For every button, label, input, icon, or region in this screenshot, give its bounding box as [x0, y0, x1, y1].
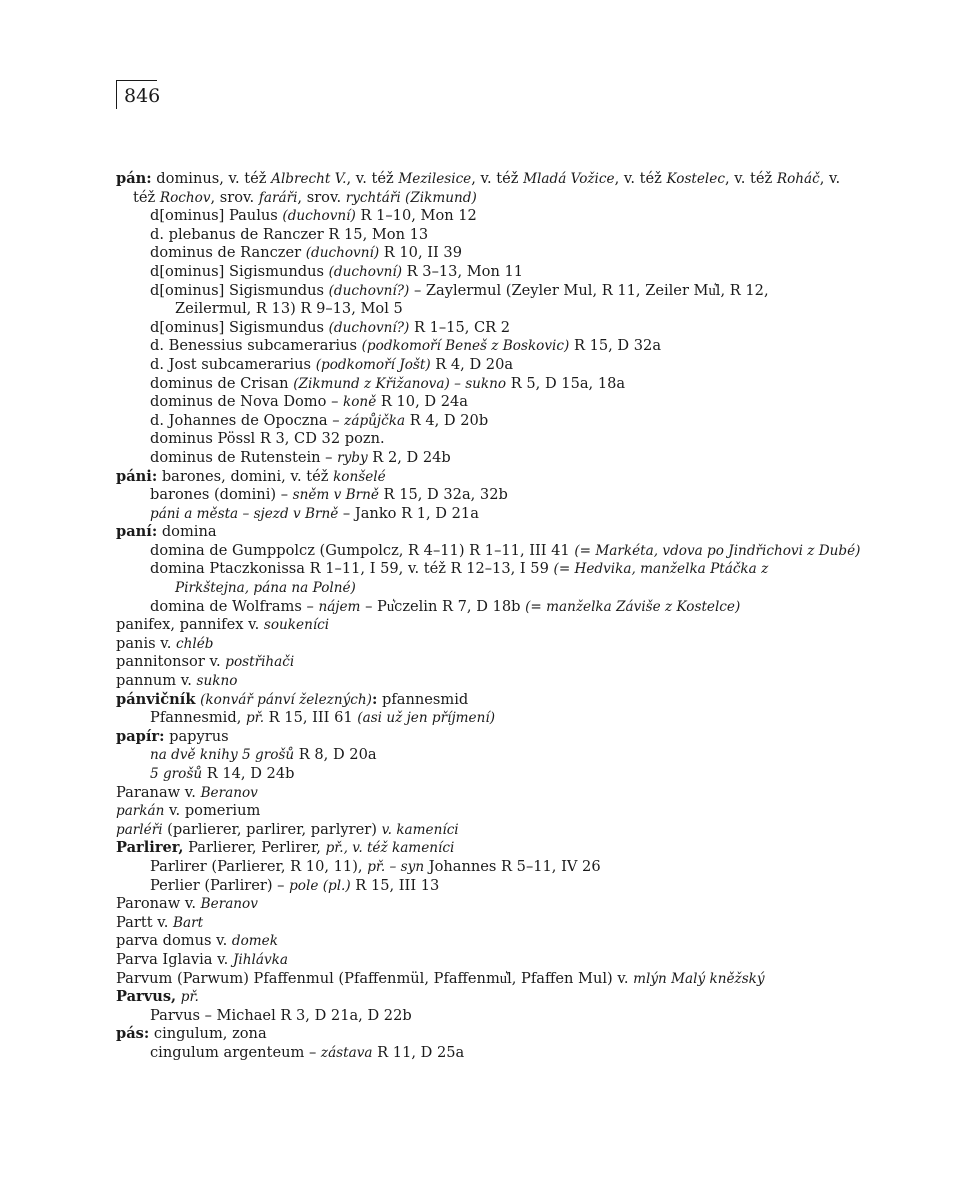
entry-text: d[ominus] Sigismundus: [150, 262, 329, 280]
index-headword-line: [116, 802, 846, 821]
entry-text: , srov.: [210, 188, 259, 206]
entry-text: , srov.: [297, 188, 346, 206]
italic-text: Bart: [173, 914, 204, 931]
entry-text: domina: [157, 523, 217, 541]
italic-text: mlýn Malý kněžský: [633, 970, 765, 987]
entry-text: pannitonsor v.: [116, 653, 226, 671]
index-subentry-line: [150, 598, 846, 617]
index-subentry-line: [150, 430, 846, 449]
entry-text: cingulum argenteum –: [150, 1043, 321, 1061]
page-number: 846: [124, 85, 161, 107]
entry-text: d. Johannes de Opoczna –: [150, 411, 345, 429]
entry-text: Parva Iglavia v.: [116, 950, 233, 968]
index-headword-line: [116, 672, 846, 691]
italic-text: zápůjčka: [344, 412, 406, 429]
index-headword-line: [116, 523, 846, 542]
italic-text: rychtáři (Zikmund): [345, 189, 477, 206]
entry-text: domina Ptaczkonissa R 1–11, I 59, v. též R 12–13, I 59: [150, 560, 554, 578]
index-subentry-line: [150, 449, 846, 468]
entry-text: Paranaw v.: [116, 783, 201, 801]
index-subentry-line: [150, 505, 846, 524]
index-headword-line: [116, 468, 846, 487]
italic-text: konšelé: [333, 468, 386, 485]
entry-text: panifex, pannifex v.: [116, 616, 264, 634]
entry-text: pfannesmid: [377, 690, 469, 708]
entry-text: – Janko R 1, D 21a: [338, 504, 479, 522]
index-headword-line: [116, 616, 846, 635]
index-subentry-line: [150, 375, 846, 394]
italic-text: Mezilesice: [398, 171, 472, 187]
entry-text: dominus de Rutenstein –: [150, 448, 338, 466]
index-subentry-line: [150, 765, 846, 784]
entry-text: R 3–13, Mon 11: [402, 262, 524, 280]
entry-text: , v. též: [346, 170, 399, 187]
entry-text: , v. též: [724, 170, 777, 187]
entry-text: R 11, D 25a: [372, 1043, 465, 1061]
index-headword-line: [116, 988, 846, 1007]
entry-text: , v. též: [614, 170, 667, 187]
entry-text: R 1–15, CR 2: [409, 318, 511, 336]
entry-text: dominus, v. též: [151, 170, 272, 187]
entry-text: papyrus: [164, 727, 229, 745]
index-headword-line: [116, 914, 846, 933]
entry-text: Pfannesmid,: [150, 709, 246, 727]
entry-text: d[ominus] Sigismundus: [150, 318, 329, 336]
entry-text: R 4, D 20a: [430, 355, 514, 373]
italic-text: př., v. též kameníci: [325, 840, 455, 857]
italic-text: nájem: [318, 598, 361, 615]
italic-text: Beranov: [200, 784, 258, 801]
headword: paní:: [116, 523, 158, 541]
index-subentry-line: [150, 244, 846, 263]
entry-text: dominus de Nova Domo –: [150, 393, 344, 411]
entry-text: dominus de Ranczer: [150, 244, 306, 262]
italic-text: (Zikmund z Křižanova) – sukno: [293, 375, 507, 392]
italic-text: př.: [245, 710, 265, 727]
italic-text: (podkomoří Jošt): [315, 356, 431, 373]
index-subentry-line: [150, 207, 846, 226]
index-headword-line: [116, 932, 846, 951]
entry-text: , v. též: [133, 170, 841, 206]
entry-text: – Pu͛czelin R 7, D 18b: [360, 597, 526, 615]
index-headword-line: [116, 784, 846, 803]
index-subentry-line: [150, 263, 846, 282]
headword: pás:: [116, 1025, 150, 1043]
index-subentry-line: [150, 282, 846, 319]
index-subentry-line: [150, 486, 846, 505]
entry-text: R 10, II 39: [379, 244, 462, 262]
entry-text: R 15, D 32a: [569, 337, 662, 355]
italic-text: parléři: [116, 821, 163, 838]
entry-text: Parvum (Parwum) Pfaffenmul (Pfaffenmül, Pfaffenmu͛l, Pfaffen Mul) v.: [116, 969, 634, 987]
index-headword-line: [116, 970, 846, 989]
index-subentry-line: [150, 541, 861, 561]
index-subentry-line: [150, 412, 846, 431]
entry-text: domina de Wolframs –: [150, 597, 319, 615]
italic-text: Beranov: [200, 896, 258, 913]
italic-text: chléb: [176, 635, 214, 652]
italic-text: na dvě knihy 5 grošů: [150, 747, 295, 764]
italic-text: (duchovní): [305, 245, 380, 262]
italic-text: (duchovní): [328, 263, 403, 280]
index-subentry-line: [150, 858, 846, 877]
entry-text: barones, domini, v. též: [157, 467, 334, 485]
entry-text: dominus de Crisan: [150, 374, 294, 392]
entry-text: – Zaylermul (Zeyler Mul, R 11, Zeiler Mu͛l, R 12, Zeilermul, R 13) R 9–13, Mol 5: [175, 281, 769, 318]
italic-text: (konvář pánví železných): [200, 691, 372, 708]
italic-text: Rochov: [159, 189, 211, 206]
italic-text: Jihlávka: [232, 951, 288, 968]
entry-text: d. plebanus de Ranczer R 15, Mon 13: [150, 225, 429, 243]
headword: :: [371, 690, 378, 708]
index-headword-line: [116, 635, 846, 654]
italic-text: postřihači: [225, 654, 295, 671]
entry-text: domina de Gumppolcz (Gumpolcz, R 4–11) R 1–11, III 41: [150, 541, 575, 559]
italic-text: (= Hedvika, manželka Ptáčka z Pirkštejna, pána na Polné): [175, 561, 769, 597]
index-subentry-line: [150, 709, 846, 728]
italic-text: (duchovní?): [328, 282, 410, 299]
italic-text: (= manželka Záviše z Kostelce): [525, 598, 741, 615]
entry-text: d. Benessius subcamerarius: [150, 337, 362, 355]
entry-text: panis v.: [116, 634, 177, 652]
italic-text: (asi už jen příjmení): [357, 710, 496, 727]
entry-text: Parlierer, Perlirer,: [183, 839, 326, 857]
entry-text: R 8, D 20a: [294, 746, 377, 764]
headword: papír:: [116, 727, 165, 745]
index-entries: [116, 170, 861, 1063]
italic-text: př. – syn: [367, 858, 425, 875]
italic-text: faráři: [258, 189, 298, 206]
index-headword-line: [116, 821, 846, 840]
index-subentry-line: [150, 393, 846, 412]
entry-text: R 15, III 61: [264, 709, 358, 727]
index-headword-line: [116, 170, 846, 207]
entry-text: dominus Pössl R 3, CD 32 pozn.: [150, 430, 385, 448]
italic-text: parkán: [116, 803, 165, 820]
italic-text: Kostelec: [666, 171, 725, 187]
entry-text: R 15, D 32a, 32b: [378, 486, 508, 504]
index-headword-line: [116, 951, 846, 970]
italic-text: 5 grošů: [150, 766, 203, 782]
index-headword-line: [116, 653, 846, 672]
entry-text: pannum v.: [116, 672, 197, 690]
entry-text: Paronaw v.: [116, 895, 201, 913]
index-subentry-line: [150, 1007, 846, 1026]
italic-text: (duchovní): [282, 208, 356, 225]
entry-text: Perlier (Parlirer) –: [150, 876, 290, 894]
italic-text: koně: [343, 394, 377, 411]
headword: pán:: [116, 170, 152, 187]
entry-text: barones (domini) –: [150, 486, 293, 504]
headword: pánvičník: [116, 690, 196, 708]
entry-text: d. Jost subcamerarius: [150, 355, 316, 373]
entry-text: (parlierer, parlirer, parlyrer): [162, 820, 382, 838]
index-headword-line: [116, 895, 846, 914]
entry-text: Johannes R 5–11, IV 26: [424, 857, 601, 875]
index-subentry-line: [150, 226, 846, 245]
index-subentry-line: [150, 877, 846, 896]
entry-text: v. pomerium: [164, 802, 261, 820]
italic-text: Mladá Vožice: [523, 171, 615, 187]
entry-text: R 1–10, Mon 12: [355, 207, 477, 225]
index-subentry-line: [150, 337, 846, 356]
italic-text: ryby: [337, 449, 368, 466]
index-headword-line: [116, 728, 846, 747]
entry-text: R 10, D 24a: [376, 393, 468, 411]
italic-text: soukeníci: [263, 617, 330, 634]
entry-text: parva domus v.: [116, 932, 232, 950]
entry-text: R 5, D 15a, 18a: [506, 374, 626, 392]
entry-text: R 15, III 13: [350, 876, 440, 894]
index-headword-line: [116, 691, 846, 710]
italic-text: Roháč: [776, 171, 820, 187]
entry-text: R 4, D 20b: [405, 411, 489, 429]
italic-text: sukno: [196, 673, 238, 690]
entry-text: R 2, D 24b: [367, 448, 451, 466]
entry-text: , v. též: [471, 170, 524, 187]
entry-text: Parvus – Michael R 3, D 21a, D 22b: [150, 1006, 412, 1024]
italic-text: zástava: [320, 1044, 373, 1061]
headword: Parlirer,: [116, 839, 184, 857]
italic-text: (duchovní?): [328, 319, 410, 336]
index-subentry-line: [150, 319, 846, 338]
headword: Parvus,: [116, 988, 177, 1006]
index-subentry-line: [150, 356, 846, 375]
entry-text: R 14, D 24b: [202, 765, 295, 782]
italic-text: př.: [180, 989, 199, 1006]
index-subentry-line: [150, 1044, 846, 1063]
italic-text: Albrecht V.: [271, 171, 347, 187]
index-headword-line: [116, 1025, 846, 1044]
entry-text: cingulum, zona: [149, 1025, 267, 1043]
italic-text: domek: [231, 933, 278, 950]
italic-text: v. kameníci: [381, 821, 459, 838]
entry-text: Parlirer (Parlierer, R 10, 11),: [150, 857, 368, 875]
index-subentry-line: [150, 746, 846, 765]
italic-text: (= Markéta, vdova po Jindřichovi z Dubé): [574, 542, 861, 559]
italic-text: (podkomoří Beneš z Boskovic): [361, 338, 570, 355]
headword: páni:: [116, 467, 158, 485]
entry-text: d[ominus] Sigismundus: [150, 281, 329, 299]
italic-text: pole (pl.): [289, 877, 351, 894]
entry-text: Partt v.: [116, 913, 173, 931]
italic-text: páni a města – sjezd v Brně: [150, 505, 339, 522]
index-subentry-line: [150, 560, 846, 597]
entry-text: d[ominus] Paulus: [150, 207, 283, 225]
italic-text: sněm v Brně: [292, 487, 379, 504]
index-headword-line: [116, 839, 846, 858]
